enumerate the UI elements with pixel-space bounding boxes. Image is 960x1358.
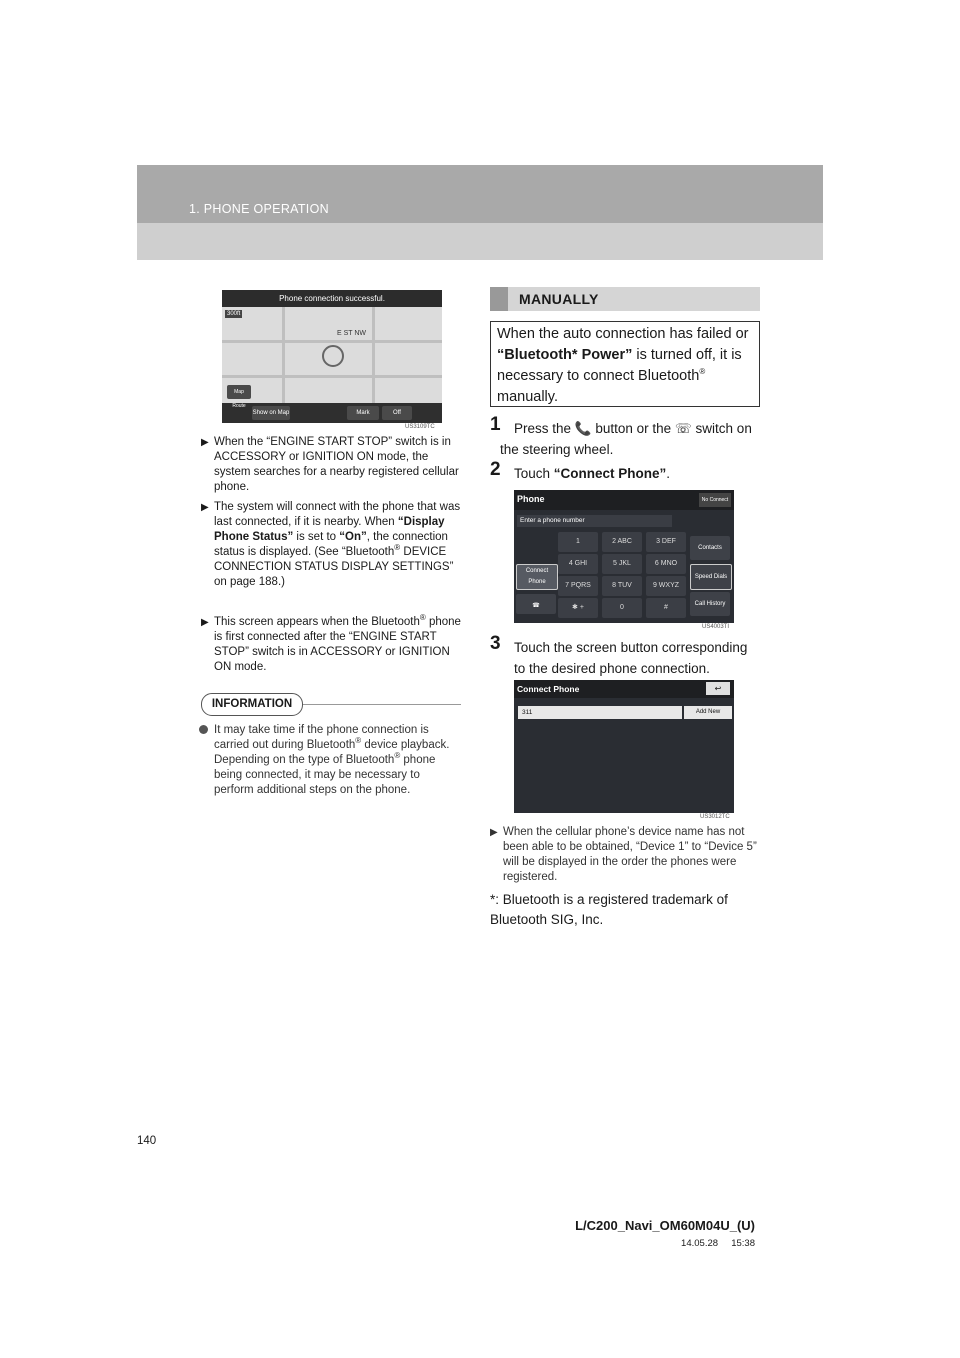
- map-street: E ST NW: [337, 330, 367, 337]
- step-text: Press the: [514, 421, 575, 436]
- step-number: 2: [490, 459, 501, 480]
- connect-header: [514, 680, 734, 698]
- bullet-text: This screen appears when the Bluetooth: [214, 616, 420, 628]
- bullet-1: [201, 435, 464, 495]
- device-note-text: When the cellular phone’s device name has not been able to be obtained, “Device 1” to “Device 5” will be displayed in the order the phones were registered.: [503, 826, 757, 883]
- step-1: [490, 414, 760, 460]
- header-top: [137, 165, 823, 223]
- step-bold: “Connect Phone”: [553, 466, 667, 481]
- image-code: US3109TC: [405, 424, 435, 430]
- registered-mark: ®: [355, 736, 362, 746]
- vehicle-position-icon: [322, 345, 344, 367]
- manually-text: [497, 324, 755, 408]
- phone-title: Phone: [517, 494, 545, 504]
- map-road: [222, 375, 442, 378]
- connect-phone-button[interactable]: Connect Phone: [516, 564, 558, 590]
- phone-number-input[interactable]: Enter a phone number: [517, 515, 672, 527]
- document-id: L/C200_Navi_OM60M04U_(U): [575, 1218, 755, 1233]
- map-title: Phone connection successful.: [222, 290, 442, 307]
- off-button[interactable]: Off: [382, 406, 412, 420]
- call-history-button[interactable]: Call History: [690, 592, 730, 616]
- info-text: phone being connected, it may be necessary to perform additional steps on the phone.: [214, 754, 436, 796]
- information-text: [214, 723, 462, 798]
- bullet-text: When the “ENGINE START STOP” switch is in ACCESSORY or IGNITION ON mode, the system searches for a nearby registered cellular phone.: [214, 436, 459, 493]
- connect-phone-screenshot: [514, 680, 734, 813]
- page-number: 140: [137, 1135, 157, 1147]
- document-timestamp: 14.05.28 15:38: [681, 1238, 755, 1249]
- no-connect-indicator: No Connect: [699, 493, 731, 507]
- contacts-button[interactable]: Contacts: [690, 536, 730, 560]
- show-on-map-button[interactable]: Show on Map: [252, 406, 290, 420]
- bullet-text: phone is first connected after the “ENGINE START STOP” switch is in ACCESSORY or IGNITION ON mode.: [214, 616, 461, 673]
- bullet-text: is set to: [293, 531, 340, 543]
- key-hash[interactable]: #: [646, 598, 686, 618]
- bullet-triangle-icon: ▶: [201, 437, 209, 448]
- key-3[interactable]: 3 DEF: [646, 532, 686, 552]
- step-text: Touch: [514, 466, 554, 481]
- step-text: Touch the screen button corresponding to the desired phone connection.: [514, 640, 748, 676]
- key-5[interactable]: 5 JKL: [602, 554, 642, 574]
- registered-phone-button[interactable]: 311: [518, 706, 682, 719]
- header-band: [137, 165, 823, 260]
- bullet-triangle-icon: ▶: [490, 827, 498, 838]
- back-icon[interactable]: ↩: [706, 682, 730, 695]
- image-code: US3012TC: [700, 814, 730, 820]
- step-3: [490, 633, 762, 679]
- manually-title: MANUALLY: [519, 291, 599, 307]
- manually-box: [490, 321, 760, 407]
- key-star[interactable]: ✱ +: [558, 598, 598, 618]
- key-1[interactable]: 1: [558, 532, 598, 552]
- manually-heading: [490, 287, 760, 311]
- bullet-text: DEVICE CONNECTION STATUS DISPLAY SETTINGS” on page 188.): [214, 546, 454, 588]
- manually-bold: “Bluetooth* Power”: [497, 347, 633, 363]
- map-scale: 300ft: [227, 311, 241, 317]
- key-6[interactable]: 6 MNO: [646, 554, 686, 574]
- bullet-text: , the connection status is displayed. (See “Bluetooth: [214, 531, 448, 558]
- manually-text-part: When the auto connection has failed or: [497, 326, 749, 342]
- info-text: It may take time if the phone connection is carried out during Bluetooth: [214, 724, 429, 751]
- footnote: *: Bluetooth is a registered trademark of Bluetooth SIG, Inc.: [490, 892, 728, 927]
- registered-mark: ®: [699, 367, 706, 377]
- registered-mark: ®: [394, 543, 401, 553]
- section-title: 1. PHONE OPERATION: [189, 202, 329, 216]
- image-code: US4003TI: [702, 624, 730, 630]
- map-screenshot: [222, 290, 442, 423]
- registered-mark: ®: [419, 613, 426, 623]
- add-new-button[interactable]: Add New: [684, 706, 732, 719]
- map-road: [222, 340, 442, 343]
- call-key-icon[interactable]: ☎: [516, 594, 556, 614]
- map-route-button[interactable]: Map Route: [227, 385, 251, 399]
- speed-dials-button[interactable]: Speed Dials: [690, 564, 732, 590]
- information-label: INFORMATION: [201, 693, 303, 716]
- phone-button-icon: 📞: [574, 421, 592, 436]
- step-text: button or the: [591, 421, 675, 436]
- steering-switch-icon: ☏: [674, 421, 692, 436]
- key-2[interactable]: 2 ABC: [602, 532, 642, 552]
- bullet-triangle-icon: ▶: [201, 617, 209, 628]
- map-road: [282, 307, 285, 403]
- device-name-note: [490, 825, 759, 885]
- mark-button[interactable]: Mark: [347, 406, 379, 420]
- bullet-text: The system will connect with the phone that was last connected, if it is nearby. When: [214, 501, 461, 528]
- phone-header: [514, 490, 734, 510]
- key-8[interactable]: 8 TUV: [602, 576, 642, 596]
- step-number: 3: [490, 633, 501, 654]
- bullet-bold: “Display Phone Status”: [214, 516, 445, 543]
- map-button-bar: [222, 403, 442, 423]
- manually-text-part: is turned off, it is necessary to connect Bluetooth: [497, 347, 742, 384]
- bullet-triangle-icon: ▶: [201, 502, 209, 513]
- bullet-bold: “On”: [339, 531, 367, 543]
- key-4[interactable]: 4 GHI: [558, 554, 598, 574]
- manually-text-part: manually.: [497, 389, 558, 405]
- registered-mark: ®: [394, 751, 401, 761]
- phone-screenshot: [514, 490, 734, 623]
- step-number: 1: [490, 414, 501, 435]
- info-text: device playback.: [361, 739, 450, 751]
- key-0[interactable]: 0: [602, 598, 642, 618]
- map-road: [372, 307, 375, 403]
- key-9[interactable]: 9 WXYZ: [646, 576, 686, 596]
- bullet-3: [201, 613, 464, 675]
- info-text: Depending on the type of Bluetooth: [214, 754, 395, 766]
- step-text: .: [666, 466, 671, 481]
- step-2: [490, 459, 760, 484]
- info-bullet-icon: [199, 725, 208, 734]
- step-text: switch on the steering wheel.: [500, 421, 752, 457]
- heading-marker: [490, 287, 508, 311]
- key-7[interactable]: 7 PQRS: [558, 576, 598, 596]
- bullet-2: [201, 500, 464, 590]
- connect-title: Connect Phone: [517, 684, 580, 694]
